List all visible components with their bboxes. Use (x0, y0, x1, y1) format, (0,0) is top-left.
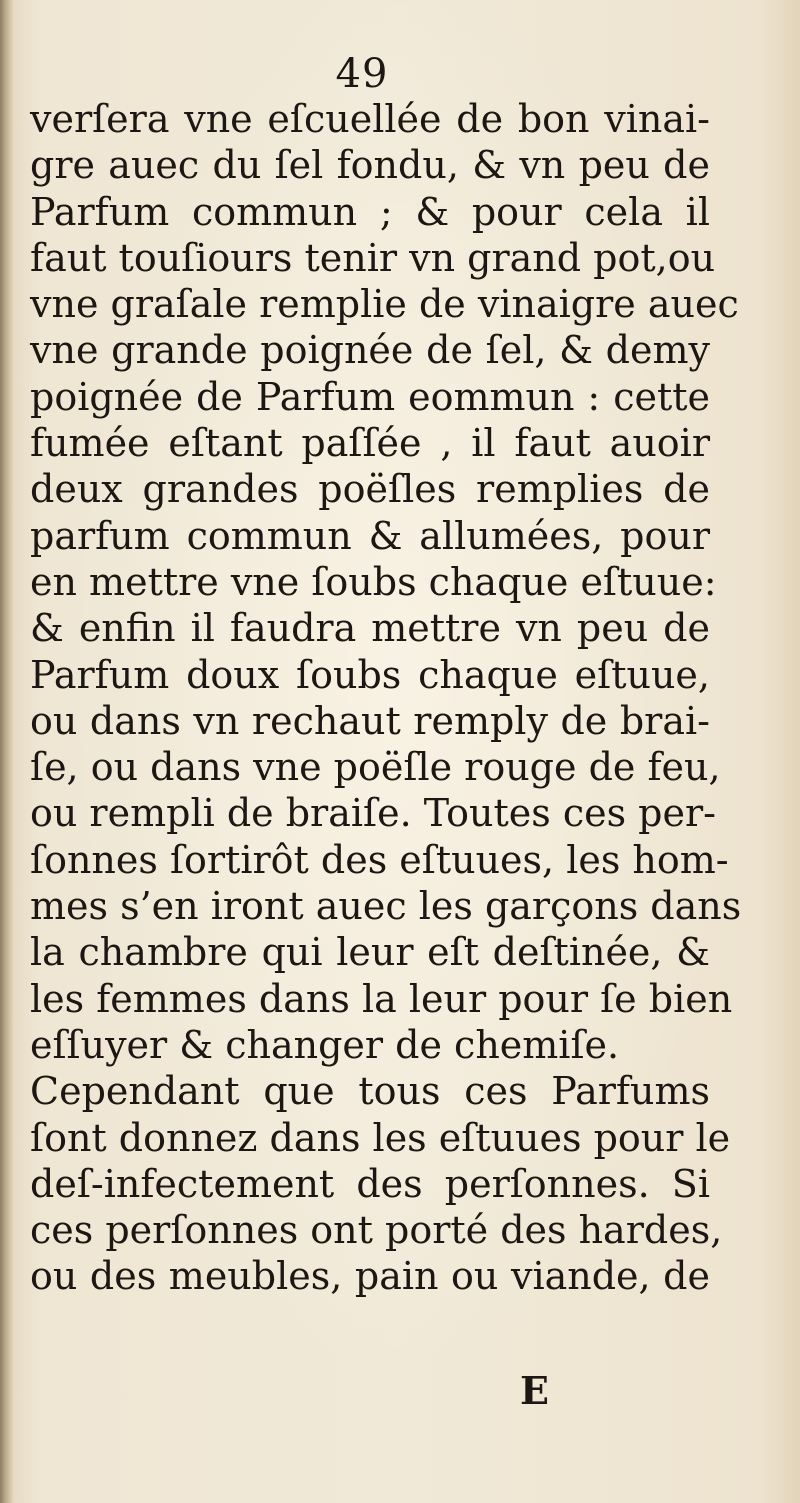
body-text (30, 96, 742, 1300)
text-line: verſera vne eſcuellée de bon vinai- (30, 97, 710, 141)
text-line: ou rempli de braiſe. Toutes ces per- (30, 791, 716, 836)
text-line: ſe, ou dans vne poëſle rouge de feu, (30, 745, 721, 790)
signature-mark: E (520, 1368, 549, 1413)
text-line: ſont donnez dans les eſtuues pour le (30, 1115, 731, 1160)
text-line: mes s’en iront auec les garçons dans (30, 884, 742, 929)
text-line: Parfum doux ſoubs chaque eſtuue, (30, 652, 710, 697)
text-line: ou dans vn rechaut remply de brai- (30, 698, 710, 743)
text-line: en mettre vne ſoubs chaque eſtuue: (30, 559, 717, 604)
text-line: Parfum commun ; & pour cela il (30, 189, 710, 234)
text-line: deſ-infectement des perſonnes. Si (30, 1161, 710, 1206)
text-line: faut touſiours tenir vn grand pot,ou (30, 235, 716, 280)
text-line: ou des meubles, pain ou viande, de (30, 1254, 710, 1299)
text-line: vne grande poignée de ſel, & demy (30, 328, 710, 373)
text-line: Cependant que tous ces Parfums (30, 1069, 710, 1114)
page-gutter (0, 0, 14, 1503)
page-number: 49 (335, 51, 389, 97)
text-line: la chambre qui leur eſt deſtinée, & (30, 930, 710, 975)
text-line: gre auec du ſel fondu, & vn peu de (30, 143, 710, 188)
text-line: vne graſale remplie de vinaigre auec (30, 282, 739, 327)
text-line: eſſuyer & changer de chemiſe. (30, 1022, 620, 1067)
text-line: les femmes dans la leur pour ſe bien (30, 976, 733, 1021)
text-line: parfum commun & allumées, pour (30, 513, 710, 558)
text-line: & enfin il faudra mettre vn peu de (30, 606, 710, 651)
text-line: poignée de Parfum eommun : cette (30, 374, 710, 419)
text-line: ſonnes ſortirôt des eſtuues, les hom- (30, 837, 729, 882)
text-line: deux grandes poëſles remplies de (30, 467, 710, 512)
text-line: ces perſonnes ont porté des hardes, (30, 1208, 723, 1253)
text-line: fumée eſtant paſſée , il faut auoir (30, 421, 710, 466)
